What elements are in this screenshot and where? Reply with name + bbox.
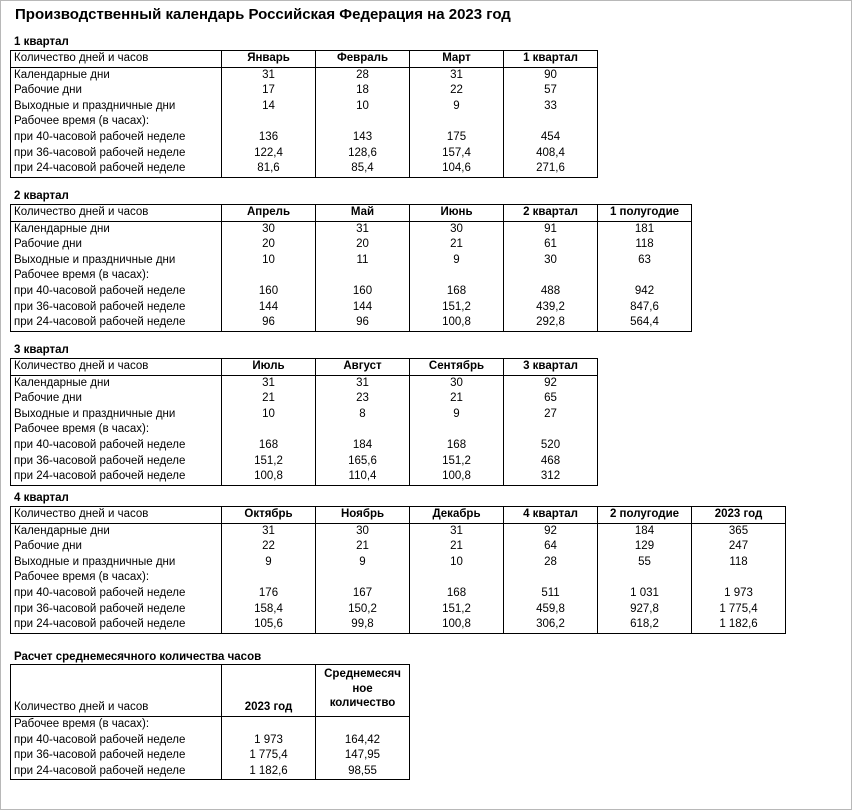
row-label: Рабочее время (в часах): (11, 422, 222, 438)
cell: 85,4 (316, 161, 410, 177)
cell: 21 (410, 539, 504, 555)
row-calendar (11, 375, 598, 391)
cell: 184 (598, 523, 692, 539)
cell: 27 (504, 407, 598, 423)
row-label: Рабочие дни (11, 237, 222, 253)
cell: 408,4 (504, 146, 598, 162)
cell (222, 570, 316, 586)
row-label: Рабочие дни (11, 391, 222, 407)
cell (410, 268, 504, 284)
cell (222, 268, 316, 284)
table-header-row (11, 665, 410, 717)
row-label: Календарные дни (11, 375, 222, 391)
cell: 23 (316, 391, 410, 407)
cell: 31 (316, 375, 410, 391)
table-avg (10, 664, 410, 780)
header-label: Количество дней и часов (11, 51, 222, 68)
row-label: при 40-часовой рабочей неделе (11, 130, 222, 146)
header-label: Количество дней и часов (11, 665, 222, 717)
row-calendar (11, 221, 692, 237)
header-cell: 1 квартал (504, 51, 598, 68)
cell: 168 (410, 586, 504, 602)
row-weekends (11, 407, 598, 423)
cell: 143 (316, 130, 410, 146)
cell: 21 (410, 391, 504, 407)
cell: 99,8 (316, 617, 410, 633)
cell: 31 (222, 375, 316, 391)
cell: 28 (504, 555, 598, 571)
row-working (11, 391, 598, 407)
row-label: при 24-часовой рабочей неделе (11, 469, 222, 485)
cell: 30 (410, 221, 504, 237)
cell (410, 570, 504, 586)
cell (504, 114, 598, 130)
cell (316, 422, 410, 438)
cell: 31 (222, 523, 316, 539)
cell: 8 (316, 407, 410, 423)
row-label: при 24-часовой рабочей неделе (11, 315, 222, 331)
cell: 14 (222, 99, 316, 115)
table-q3 (10, 358, 598, 486)
row-label: Выходные и праздничные дни (11, 407, 222, 423)
cell: 10 (410, 555, 504, 571)
cell: 57 (504, 83, 598, 99)
row-label: при 36-часовой рабочей неделе (11, 602, 222, 618)
cell: 81,6 (222, 161, 316, 177)
table-q4 (10, 506, 786, 634)
cell: 21 (316, 539, 410, 555)
cell: 459,8 (504, 602, 598, 618)
cell: 164,42 (316, 733, 410, 749)
cell: 176 (222, 586, 316, 602)
table-header-row (11, 205, 692, 222)
header-label: Количество дней и часов (11, 359, 222, 376)
cell: 151,2 (410, 454, 504, 470)
cell: 96 (222, 315, 316, 331)
cell: 151,2 (222, 454, 316, 470)
row-label: при 40-часовой рабочей неделе (11, 438, 222, 454)
cell (598, 268, 692, 284)
cell: 468 (504, 454, 598, 470)
cell: 306,2 (504, 617, 598, 633)
cell: 105,6 (222, 617, 316, 633)
cell: 181 (598, 221, 692, 237)
table-q1 (10, 50, 598, 178)
cell: 129 (598, 539, 692, 555)
cell: 104,6 (410, 161, 504, 177)
cell: 292,8 (504, 315, 598, 331)
cell: 10 (316, 99, 410, 115)
cell: 150,2 (316, 602, 410, 618)
cell: 1 775,4 (222, 748, 316, 764)
header-cell: Июнь (410, 205, 504, 222)
cell (316, 268, 410, 284)
header-cell: Ноябрь (316, 507, 410, 524)
cell: 312 (504, 469, 598, 485)
header-cell: Сентябрь (410, 359, 504, 376)
table-header-row (11, 359, 598, 376)
row-h40 (11, 586, 786, 602)
cell (222, 717, 316, 733)
cell: 96 (316, 315, 410, 331)
row-label: при 36-часовой рабочей неделе (11, 748, 222, 764)
row-label: Рабочее время (в часах): (11, 570, 222, 586)
row-label: Выходные и праздничные дни (11, 555, 222, 571)
header-label: Количество дней и часов (11, 205, 222, 222)
cell: 1 182,6 (692, 617, 786, 633)
cell: 618,2 (598, 617, 692, 633)
cell: 158,4 (222, 602, 316, 618)
row-label: при 36-часовой рабочей неделе (11, 454, 222, 470)
row-label: Рабочие дни (11, 83, 222, 99)
row-label: при 24-часовой рабочей неделе (11, 161, 222, 177)
cell: 22 (222, 539, 316, 555)
section-title-q3: 3 квартал (14, 344, 69, 356)
cell: 55 (598, 555, 692, 571)
row-h36 (11, 748, 410, 764)
cell (504, 422, 598, 438)
row-label: Выходные и праздничные дни (11, 99, 222, 115)
cell: 21 (222, 391, 316, 407)
header-cell: Январь (222, 51, 316, 68)
cell: 98,55 (316, 764, 410, 780)
row-h24 (11, 315, 692, 331)
cell: 136 (222, 130, 316, 146)
table-header-row (11, 507, 786, 524)
cell: 9 (316, 555, 410, 571)
cell: 31 (316, 221, 410, 237)
row-h24 (11, 764, 410, 780)
header-cell: 2 полугодие (598, 507, 692, 524)
row-working (11, 237, 692, 253)
row-label: при 40-часовой рабочей неделе (11, 733, 222, 749)
row-hours_title (11, 570, 786, 586)
cell: 365 (692, 523, 786, 539)
row-h24 (11, 469, 598, 485)
row-working (11, 83, 598, 99)
row-weekends (11, 99, 598, 115)
cell: 100,8 (410, 617, 504, 633)
cell: 128,6 (316, 146, 410, 162)
cell: 92 (504, 523, 598, 539)
table-header-row (11, 51, 598, 68)
row-working (11, 539, 786, 555)
cell: 31 (222, 67, 316, 83)
cell: 118 (692, 555, 786, 571)
cell: 1 973 (222, 733, 316, 749)
cell: 30 (222, 221, 316, 237)
cell: 160 (222, 284, 316, 300)
cell: 942 (598, 284, 692, 300)
cell (316, 114, 410, 130)
section-title-q4: 4 квартал (14, 492, 69, 504)
cell: 160 (316, 284, 410, 300)
row-weekends (11, 555, 786, 571)
header-cell: Август (316, 359, 410, 376)
cell: 168 (410, 438, 504, 454)
header-cell: Апрель (222, 205, 316, 222)
cell: 271,6 (504, 161, 598, 177)
cell: 511 (504, 586, 598, 602)
header-cell: 4 квартал (504, 507, 598, 524)
cell: 64 (504, 539, 598, 555)
cell: 100,8 (222, 469, 316, 485)
row-label: при 36-часовой рабочей неделе (11, 146, 222, 162)
section-title-q2: 2 квартал (14, 190, 69, 202)
cell: 122,4 (222, 146, 316, 162)
cell: 439,2 (504, 300, 598, 316)
row-label: Календарные дни (11, 67, 222, 83)
row-label: Выходные и праздничные дни (11, 253, 222, 269)
header-cell: Март (410, 51, 504, 68)
header-cell: 2 квартал (504, 205, 598, 222)
cell: 65 (504, 391, 598, 407)
cell (504, 268, 598, 284)
cell: 28 (316, 67, 410, 83)
header-cell: Июль (222, 359, 316, 376)
page-title: Производственный календарь Российская Федерация на 2023 год (15, 6, 511, 23)
cell: 1 182,6 (222, 764, 316, 780)
cell: 520 (504, 438, 598, 454)
cell: 92 (504, 375, 598, 391)
section-title-q1: 1 квартал (14, 36, 69, 48)
row-label: Календарные дни (11, 221, 222, 237)
cell: 1 775,4 (692, 602, 786, 618)
header-label: Количество дней и часов (11, 507, 222, 524)
header-cell: Декабрь (410, 507, 504, 524)
cell: 168 (222, 438, 316, 454)
cell: 9 (410, 407, 504, 423)
cell (316, 570, 410, 586)
cell: 30 (410, 375, 504, 391)
cell: 147,95 (316, 748, 410, 764)
row-hours_title (11, 268, 692, 284)
row-hours-title (11, 717, 410, 733)
cell: 100,8 (410, 315, 504, 331)
cell: 151,2 (410, 300, 504, 316)
header-cell-year: 2023 год (222, 665, 316, 717)
row-label: при 24-часовой рабочей неделе (11, 617, 222, 633)
cell: 118 (598, 237, 692, 253)
row-label: при 24-часовой рабочей неделе (11, 764, 222, 780)
cell: 168 (410, 284, 504, 300)
row-calendar (11, 523, 786, 539)
cell (504, 570, 598, 586)
row-h40 (11, 130, 598, 146)
row-label: Календарные дни (11, 523, 222, 539)
row-label: при 40-часовой рабочей неделе (11, 284, 222, 300)
header-cell: 3 квартал (504, 359, 598, 376)
row-h36 (11, 454, 598, 470)
cell (316, 717, 410, 733)
row-h40 (11, 733, 410, 749)
row-label: Рабочие дни (11, 539, 222, 555)
cell: 488 (504, 284, 598, 300)
cell: 61 (504, 237, 598, 253)
cell: 157,4 (410, 146, 504, 162)
row-calendar (11, 67, 598, 83)
header-cell-avg: Среднемесяч ное количество (316, 665, 410, 717)
cell: 175 (410, 130, 504, 146)
cell: 21 (410, 237, 504, 253)
cell: 454 (504, 130, 598, 146)
cell: 564,4 (598, 315, 692, 331)
row-label: Рабочее время (в часах): (11, 717, 222, 733)
cell (410, 114, 504, 130)
cell: 91 (504, 221, 598, 237)
cell: 144 (222, 300, 316, 316)
row-h36 (11, 602, 786, 618)
cell: 1 973 (692, 586, 786, 602)
cell: 30 (316, 523, 410, 539)
cell (598, 570, 692, 586)
cell: 31 (410, 67, 504, 83)
row-h24 (11, 161, 598, 177)
cell: 33 (504, 99, 598, 115)
cell: 184 (316, 438, 410, 454)
cell: 9 (222, 555, 316, 571)
cell: 22 (410, 83, 504, 99)
cell: 30 (504, 253, 598, 269)
row-h40 (11, 438, 598, 454)
cell: 144 (316, 300, 410, 316)
row-weekends (11, 253, 692, 269)
cell: 20 (316, 237, 410, 253)
cell: 110,4 (316, 469, 410, 485)
header-cell: Октябрь (222, 507, 316, 524)
cell: 11 (316, 253, 410, 269)
cell: 20 (222, 237, 316, 253)
row-h36 (11, 300, 692, 316)
cell: 31 (410, 523, 504, 539)
row-hours_title (11, 114, 598, 130)
row-label: Рабочее время (в часах): (11, 114, 222, 130)
cell (222, 422, 316, 438)
cell: 247 (692, 539, 786, 555)
row-h36 (11, 146, 598, 162)
header-cell: Февраль (316, 51, 410, 68)
header-cell: 1 полугодие (598, 205, 692, 222)
cell: 847,6 (598, 300, 692, 316)
row-label: Рабочее время (в часах): (11, 268, 222, 284)
cell: 9 (410, 99, 504, 115)
cell: 10 (222, 253, 316, 269)
cell: 18 (316, 83, 410, 99)
row-label: при 36-часовой рабочей неделе (11, 300, 222, 316)
cell (410, 422, 504, 438)
table-q2 (10, 204, 692, 332)
row-label: при 40-часовой рабочей неделе (11, 586, 222, 602)
cell: 100,8 (410, 469, 504, 485)
row-hours_title (11, 422, 598, 438)
cell: 10 (222, 407, 316, 423)
row-h24 (11, 617, 786, 633)
header-cell: 2023 год (692, 507, 786, 524)
header-cell: Май (316, 205, 410, 222)
section-title-avg: Расчет среднемесячного количества часов (14, 651, 262, 663)
cell: 927,8 (598, 602, 692, 618)
cell: 17 (222, 83, 316, 99)
cell: 90 (504, 67, 598, 83)
cell: 9 (410, 253, 504, 269)
cell (222, 114, 316, 130)
row-h40 (11, 284, 692, 300)
cell: 63 (598, 253, 692, 269)
cell: 1 031 (598, 586, 692, 602)
cell: 165,6 (316, 454, 410, 470)
cell (692, 570, 786, 586)
cell: 167 (316, 586, 410, 602)
cell: 151,2 (410, 602, 504, 618)
